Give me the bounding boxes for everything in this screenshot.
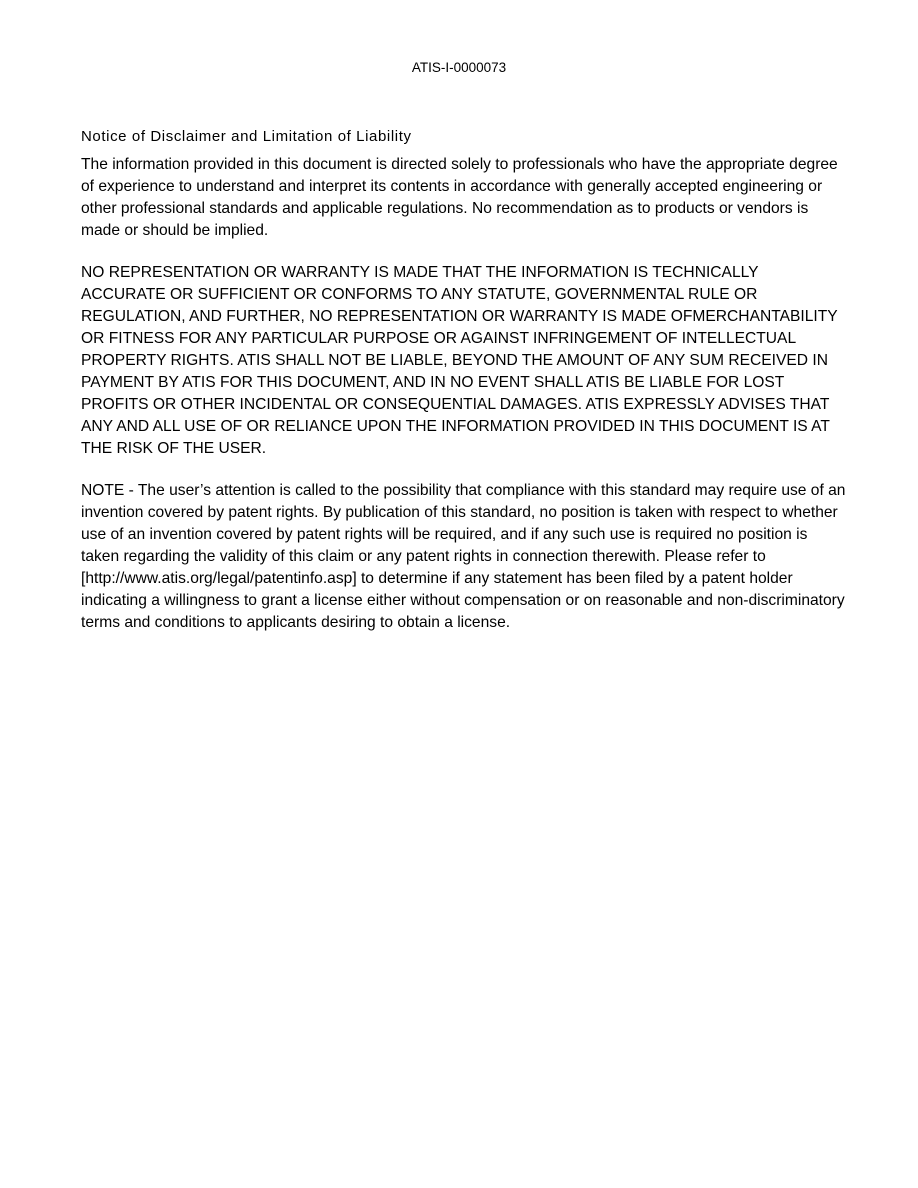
disclaimer-section	[81, 128, 846, 654]
disclaimer-paragraph-patent-note: NOTE - The user’s attention is called to the possibility that compliance with this standard may require use of an invention covered by patent rights. By publication of this standard, no position is taken with respect to whether use of an invention covered by patent rights will be required, and if any such use is required no position is taken regarding the validity of this claim or any patent rights in connection therewith. Please refer to [http://www.atis.org/legal/patentinfo.asp] to determine if any statement has been filed by a patent holder indicating a willingness to grant a license either without compensation or on reasonable and non-discriminatory terms and conditions to applicants desiring to obtain a license.	[81, 482, 846, 631]
document-id-header: ATIS-I-0000073	[411, 60, 507, 75]
disclaimer-paragraph-intro: The information provided in this document is directed solely to professionals who have the appropriate degree of experience to understand and interpret its contents in accordance with generally accepted engineering or other professional standards and applicable regulations. No recommendation as to products or vendors is made or should be implied.	[81, 156, 838, 239]
disclaimer-title: Notice of Disclaimer and Limitation of Liability	[81, 128, 412, 145]
disclaimer-paragraph-warranty: NO REPRESENTATION OR WARRANTY IS MADE THAT THE INFORMATION IS TECHNICALLY ACCURATE OR SUFFICIENT OR CONFORMS TO ANY STATUTE, GOVERNMENTAL RULE OR REGULATION, AND FURTHER, NO REPRESENTATION OR WARRANTY IS MADE OFMERCHANTABILITY OR FITNESS FOR ANY PARTICULAR PURPOSE OR AGAINST INFRINGEMENT OF INTELLECTUAL PROPERTY RIGHTS. ATIS SHALL NOT BE LIABLE, BEYOND THE AMOUNT OF ANY SUM RECEIVED IN PAYMENT BY ATIS FOR THIS DOCUMENT, AND IN NO EVENT SHALL ATIS BE LIABLE FOR LOST PROFITS OR OTHER INCIDENTAL OR CONSEQUENTIAL DAMAGES. ATIS EXPRESSLY ADVISES THAT ANY AND ALL USE OF OR RELIANCE UPON THE INFORMATION PROVIDED IN THIS DOCUMENT IS AT THE RISK OF THE USER.	[81, 264, 838, 457]
